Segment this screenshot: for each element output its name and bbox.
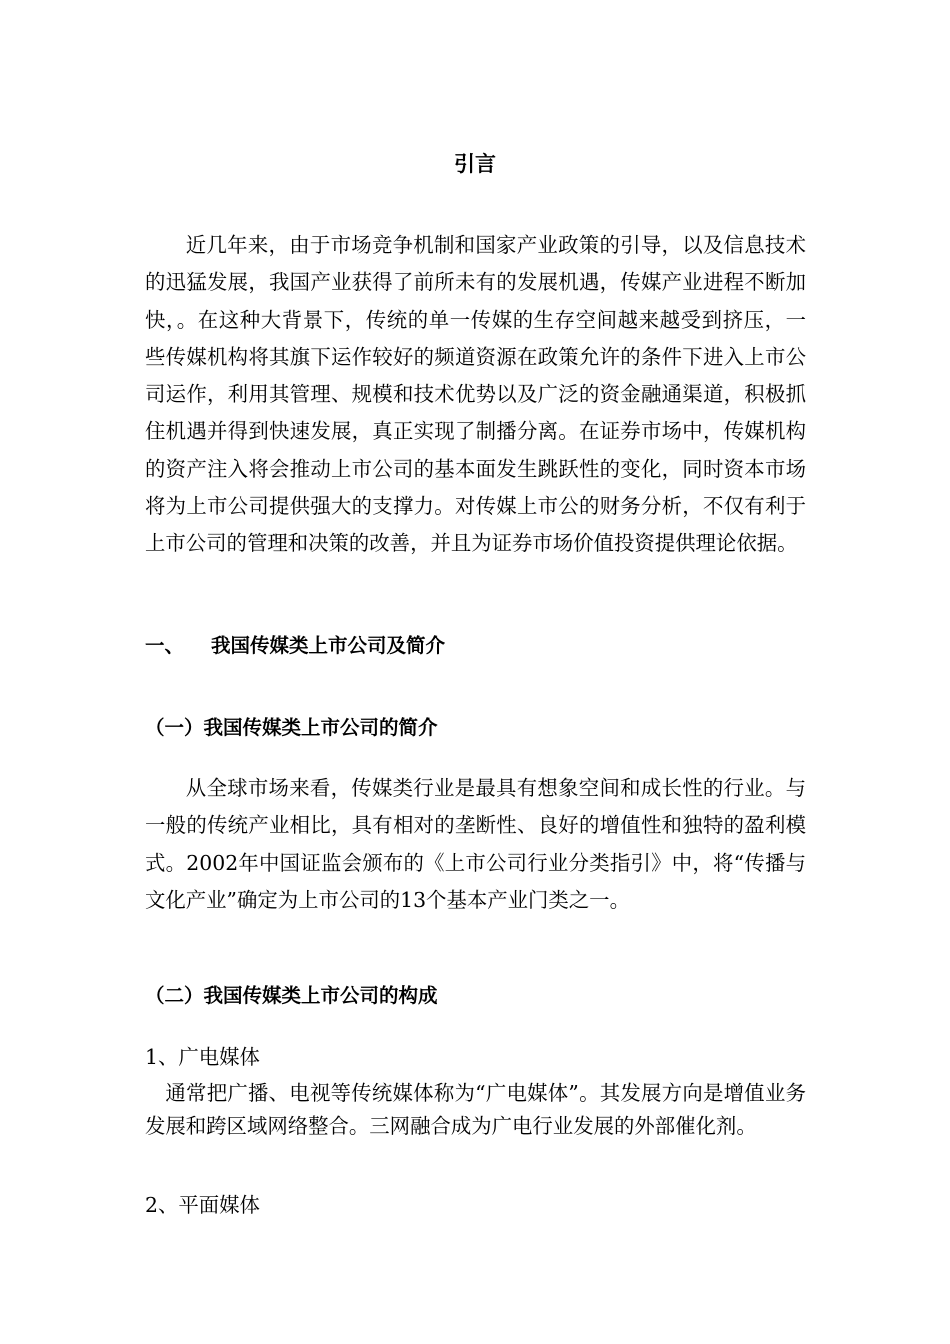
intro-paragraph: 近几年来，由于市场竞争机制和国家产业政策的引导，以及信息技术的迅猛发展，我国产业获得了前所未有的发展机遇，传媒产业进程不断加快，。在这种大背景下，传统的单一传媒的生存空间越来越受到挤压，一些传媒机构将其旗下运作较好的频道资源在政策允许的条件下进入上市公司运作，利用其管理、规模和技术优势以及广泛的资金融通渠道，积极抓住机遇并得到快速发展，真正实现了制播分离。在证券市场中，传媒机构的资产注入将会推动上市公司的基本面发生跳跃性的变化，同时资本市场将为上市公司提供强大的支撑力。对传媒上市公的财务分析，不仅有利于上市公司的管理和决策的改善，并且为证券市场价值投资提供理论依据。	[145, 233, 806, 556]
subsection-1-heading: （一）我国传媒类上市公司的简介	[145, 716, 438, 739]
broadcast-media-paragraph: 通常把广播、电视等传统媒体称为“广电媒体”。其发展方向是增值业务发展和跨区域网络整合。三网融合成为广电行业发展的外部催化剂。	[145, 1081, 806, 1138]
subsection-1-paragraph: 从全球市场来看，传媒类行业是最具有想象空间和成长性的行业。与一般的传统产业相比，具有相对的垄断性、良好的增值性和独特的盈利模式。2002年中国证监会颁布的《上市公司行业分类指引》中，将“传播与文化产业”确定为上市公司的13个基本产业门类之一。	[145, 776, 806, 912]
list-item-print-media: 2、平面媒体	[145, 1193, 260, 1217]
list-item-broadcast-media: 1、广电媒体	[145, 1045, 260, 1069]
section-1-title: 我国传媒类上市公司及简介	[211, 634, 446, 657]
document-title: 引言	[454, 152, 496, 176]
section-1-heading	[145, 632, 445, 660]
section-1-number: 一、	[145, 634, 185, 657]
subsection-2-heading: （二）我国传媒类上市公司的构成	[145, 984, 438, 1007]
